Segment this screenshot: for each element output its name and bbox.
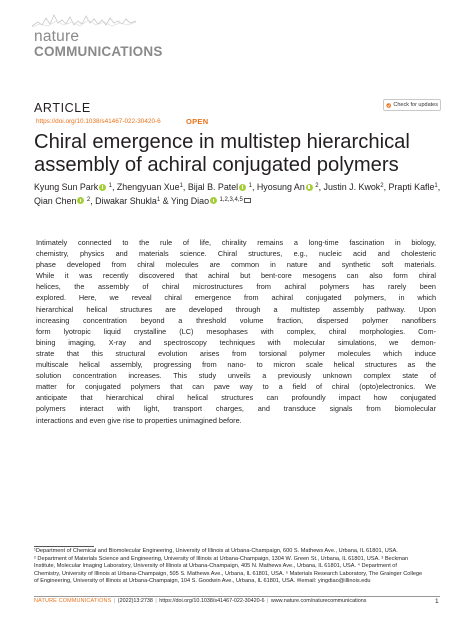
journal-logo-nature: nature [34,28,80,45]
abstract-line: polymers interact with light, transport charges, and transduce signals from biomolecular [36,404,436,414]
abstract-line: bining imaging, X-ray and spectroscopy techniques with molecular simulations, we demon- [36,337,436,347]
affiliation-line: Chemistry, University of Illinois at Urbana-Champaign, 505 S. Mathews Ave., Urbana, IL 61801, USA. ⁵ Materials Research Laboratory, The Grainger College [34,570,423,577]
abstract-line: matter for conjugated polymers that can pave way to a field of chiral (opto)electronics. We [36,382,436,392]
affiliation-line: ² Department of Materials Science and Engineering, University of Illinois at Urbana-Champaign, 1304 W. Green St., Urbana, IL 61801, USA. ³ Beckman [34,555,409,562]
affiliation-divider [34,546,94,547]
author-name[interactable]: Qian Chen [34,195,77,206]
article-title-line: assembly of achiral conjugated polymers [34,154,399,176]
author-name[interactable]: , Justin J. Kwok [318,182,381,192]
page-footer: NATURE COMMUNICATIONS | (2022)13:2738 | https://doi.org/10.1038/s41467-022-30420-6 | www.nature.com/naturecommunications [34,598,367,604]
author-list: Kyung Sun Park $^1$, Zhengyuan Xue$^1$, Bijal B. Patel $^1$, Hyosung An $^2$, Justin J. Kwok$^2$, Prapti Kafle$^1$, Qian Chen $^2$, Diwakar Shukla$^1$ & Ying Diao $^{1,2,3,4,5}$ [34,182,441,206]
orcid-icon[interactable] [77,197,84,204]
orcid-icon[interactable] [306,184,313,191]
abstract-line: strate that this structural evolution arises from torsional polymer molecules which induce [36,348,436,358]
author-name[interactable]: & Ying Diao [160,195,210,206]
footer-doi-link[interactable]: https://doi.org/10.1038/s41467-022-30420-6 [159,598,265,604]
check-updates-icon [386,102,391,109]
article-title-line: Chiral emergence in multistep hierarchical [34,131,410,153]
doi-link[interactable]: https://doi.org/10.1038/s41467-022-30420-6 [36,118,161,125]
author-affiliation-ref: 2 [86,196,91,203]
abstract-line: While it was recently discovered that achiral but bent-core mesogens can also form chiral [36,271,436,281]
abstract [36,237,436,426]
open-access-badge: OPEN [186,117,209,126]
author-affiliation-ref: 1 [156,196,161,203]
abstract-line: hierarchical helical structures are developed through a multistep assembly pathway. Upon [36,304,436,314]
author-affiliation-ref: 1 [248,183,252,189]
check-for-updates-button[interactable] [383,99,441,111]
abstract-line: Intimately connected to the rule of life, chirality remains a long-time fascination in biology, [36,238,436,247]
author-affiliation-ref: 2 [380,183,384,189]
affiliation-line: Institute, Molecular Imaging Laboratory, University of Illinois at Urbana-Champaign, 405 N. Mathews Ave., Urbana, IL 61801, USA. ⁴ Department of [34,563,397,569]
article-title [34,131,454,177]
abstract-line: phase developed from chiral molecules are common in nature and synthetic soft materials. [36,260,436,270]
author-affiliation-ref: 2 [315,183,319,189]
orcid-icon[interactable] [210,197,217,204]
author-affiliation-ref: 1 [108,183,112,189]
abstract-line: chemistry, physics and materials science. Chiral structures, e.g., nucleic acid and cholesteric [36,249,436,259]
author-name[interactable]: Kyung Sun Park [34,182,99,192]
affiliation-line: of Engineering, University of Illinois at Urbana-Champaign, 104 S. Goodwin Ave., Urbana, IL 61801, USA. ✉email: yingdiao@illinois.edu [34,578,371,584]
footer-citation: (2022)13:2738 [117,598,153,604]
affiliation-line: ¹Department of Chemical and Biomolecular Engineering, University of Illinois at Urbana-Champaign, 600 S. Mathews Ave., Urbana, IL 61801, USA. [34,548,398,554]
orcid-icon[interactable] [99,184,106,191]
author-name[interactable]: , Diwakar Shukla [90,195,157,206]
affiliations [34,548,444,586]
author-name[interactable]: , Prapti Kafle [383,182,435,192]
abstract-line: solution concentration increases. This study unveils a previously unknown complex state of [36,371,436,381]
footer-divider [34,596,440,597]
page-number: 1 [435,598,439,605]
abstract-line: helices, the assembly of chiral microstructures from achiral polymers has rarely been [36,282,436,292]
check-updates-label: Check for updates [393,102,438,108]
abstract-line: interactions and even give rise to properties unimagined before. [36,415,242,425]
abstract-line: anticipate that hierarchical chiral helical structures can profoundly impact how conjugated [36,393,436,403]
author-affiliation-ref: 1,2,3,4,5 [219,196,243,203]
email-icon[interactable] [244,198,251,203]
author-name[interactable]: , Bijal B. Patel [182,182,239,192]
author-name[interactable]: , Hyosung An [251,182,305,192]
abstract-line: form lyotropic liquid crystalline (LC) mesophases with complex, chiral morphologies. Com- [36,326,436,336]
abstract-line: explored. Here, we reveal chiral emergence from achiral conjugated polymers, in which [36,293,436,303]
author-affiliation-ref: 1 [179,183,183,189]
journal-logo-communications: COMMUNICATIONS [34,44,163,59]
abstract-line: multiscale helical assembly, progressing from nano- to micron scale helical structures as the [36,360,436,370]
author-name[interactable]: , Zhengyuan Xue [111,182,180,192]
article-type-label: ARTICLE [34,101,91,115]
orcid-icon[interactable] [239,184,246,191]
author-affiliation-ref: 1 [434,183,438,189]
abstract-line: increasing concentration beyond a threshold volume fraction, dispersed polymer nanofibers [36,315,436,325]
footer-journal-name: NATURE COMMUNICATIONS [34,598,112,604]
footer-site-link[interactable]: www.nature.com/naturecommunications [270,598,367,604]
